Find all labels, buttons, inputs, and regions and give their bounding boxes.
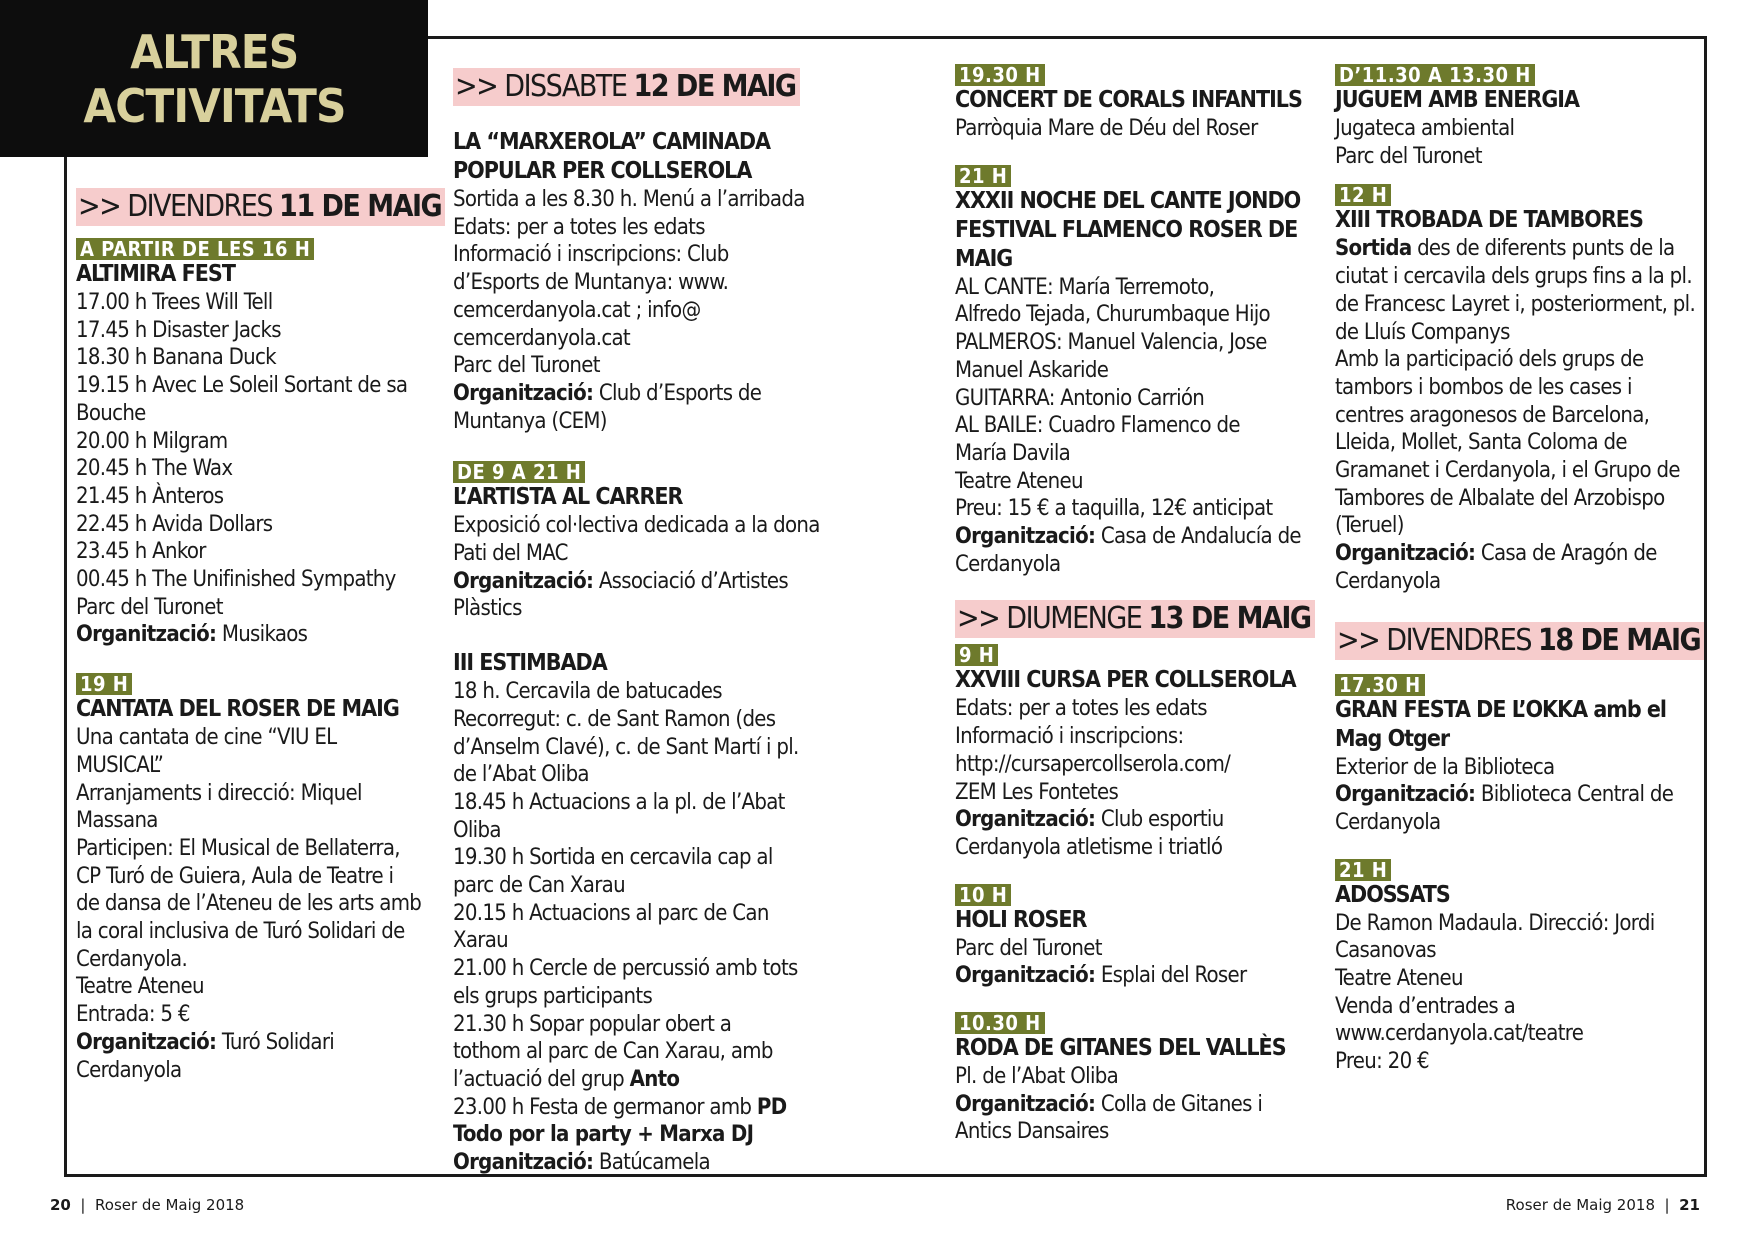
event-block <box>76 673 426 1084</box>
event-line: de Lluís Companys <box>1335 319 1510 345</box>
event-organizer-cont: Cerdanyola atletisme i triatló <box>955 834 1223 860</box>
event-line: Preu: 15 € a taquilla, 12€ anticipat <box>955 496 1273 522</box>
event-line: els grups participants <box>453 983 653 1009</box>
event-title: JUGUEM AMB ENERGIA <box>1335 87 1580 113</box>
column-1 <box>76 188 442 1084</box>
event-line: AL CANTE: María Terremoto, <box>955 274 1215 300</box>
event-time: 10.30 H <box>955 1012 1045 1034</box>
event-line: PALMEROS: Manuel Valencia, Jose <box>955 330 1267 356</box>
event-block <box>955 165 1335 579</box>
event-line: Amb la participació dels grups de <box>1335 347 1644 373</box>
event-line: 19.30 h Sortida en cercavila cap al <box>453 845 773 871</box>
event-line: 18 h. Cercavila de batucades <box>453 679 722 705</box>
event-line: Informació i inscripcions: <box>955 724 1184 750</box>
event-line: tambors i bombos de les cases i <box>1335 374 1632 400</box>
event-block <box>955 644 1335 861</box>
footer-left: 20 | Roser de Maig 2018 <box>50 1196 245 1214</box>
event-line: María Davila <box>955 440 1071 466</box>
event-title: III ESTIMBADA <box>453 650 607 677</box>
event-line: cemcerdanyola.cat ; info@ <box>453 297 701 323</box>
event-organizer: Organització: Musikaos <box>76 622 308 648</box>
event-line: de Francesc Layret i, posteriorment, pl. <box>1335 291 1696 317</box>
event-organizer-cont: Cerdanyola <box>76 1057 182 1083</box>
footer-right: Roser de Maig 2018 | 21 <box>1505 1196 1700 1214</box>
event-line: (Teruel) <box>1335 513 1404 539</box>
event-line: Jugateca ambiental <box>1335 116 1515 141</box>
event-organizer: Organització: Colla de Gitanes i <box>955 1091 1263 1117</box>
event-line: Pl. de l’Abat Oliba <box>955 1064 1119 1090</box>
event-line: Sortida a les 8.30 h. Menú a l’arribada <box>453 187 805 212</box>
event-time: 19 H <box>76 673 132 695</box>
event-block <box>453 128 833 435</box>
event-line: Casanovas <box>1335 938 1436 964</box>
event-title: HOLI ROSER <box>955 906 1087 933</box>
event-block <box>955 884 1335 990</box>
event-line: http://cursapercollserola.com/ <box>955 751 1231 777</box>
event-line: 20.45 h The Wax <box>76 456 233 482</box>
event-time: 21 H <box>955 165 1011 187</box>
event-title: GRAN FESTA DE L’OKKA amb el <box>1335 696 1666 723</box>
event-line: Recorregut: c. de Sant Ramon (des <box>453 706 776 732</box>
day-heading: >> DIVENDRES 11 DE MAIG <box>76 188 445 226</box>
event-line: 21.30 h Sopar popular obert a <box>453 1011 732 1037</box>
event-line: 00.45 h The Unifinished Sympathy <box>76 567 396 593</box>
event-line: Edats: per a totes les edats <box>453 214 705 240</box>
event-block <box>453 461 833 623</box>
event-title: LA “MARXEROLA” CAMINADA <box>453 129 771 155</box>
event-line: Todo por la party + Marxa DJ <box>453 1122 754 1148</box>
event-line: l’actuació del grup Anto <box>453 1066 680 1092</box>
event-title: FESTIVAL FLAMENCO ROSER DE MAIG <box>955 216 1298 272</box>
event-line: Cerdanyola. <box>76 946 188 972</box>
event-line: CP Turó de Guiera, Aula de Teatre i <box>76 863 394 889</box>
event-line: GUITARRA: Antonio Carrión <box>955 385 1205 411</box>
event-line: Massana <box>76 808 158 834</box>
event-time: A PARTIR DE LES 16 H <box>76 238 314 260</box>
section-title-block <box>0 0 428 157</box>
event-block <box>955 64 1335 143</box>
event-line: 23.00 h Festa de germanor amb PD <box>453 1094 787 1120</box>
event-line: Tambores de Albalate del Arzobispo <box>1335 485 1665 511</box>
event-line: AL BAILE: Cuadro Flamenco de <box>955 413 1240 439</box>
event-line: De Ramon Madaula. Direcció: Jordi <box>1335 910 1655 936</box>
event-organizer: Organització: Casa de Andalucía de <box>955 524 1301 550</box>
event-title: XXVIII CURSA PER COLLSEROLA <box>955 667 1296 694</box>
event-line: Preu: 20 € <box>1335 1049 1429 1075</box>
event-line: centres aragonesos de Barcelona, <box>1335 402 1650 428</box>
day-heading: >> DISSABTE 12 DE MAIG <box>453 68 800 106</box>
event-organizer-cont: Cerdanyola <box>955 551 1061 577</box>
event-line: Parc del Turonet <box>955 935 1102 961</box>
event-line: Una cantata de cine “VIU EL <box>76 725 337 751</box>
event-line: Teatre Ateneu <box>955 468 1083 494</box>
event-line: 17.45 h Disaster Jacks <box>76 317 281 343</box>
event-line: Manuel Askaride <box>955 357 1109 383</box>
event-line: Parc del Turonet <box>453 353 600 379</box>
event-organizer-cont: Muntanya (CEM) <box>453 408 607 434</box>
event-line: de l’Abat Oliba <box>453 762 589 788</box>
event-line: Gramanet i Cerdanyola, i el Grupo de <box>1335 458 1680 484</box>
event-block <box>955 1012 1335 1146</box>
event-line: Pati del MAC <box>453 541 568 567</box>
event-title: CONCERT DE CORALS INFANTILS <box>955 87 1302 113</box>
event-organizer-cont: Antics Dansaires <box>955 1119 1109 1145</box>
event-line: 17.00 h Trees Will Tell <box>76 290 273 315</box>
event-time: 17.30 H <box>1335 674 1425 696</box>
event-title: ALTIMIRA FEST <box>76 261 235 287</box>
event-line: Entrada: 5 € <box>76 1002 190 1028</box>
event-line: Venda d’entrades a <box>1335 993 1516 1019</box>
event-title: L’ARTISTA AL CARRER <box>453 484 683 511</box>
day-heading: >> DIUMENGE 13 DE MAIG <box>955 600 1315 638</box>
event-title: POPULAR PER COLLSEROLA <box>453 158 752 184</box>
event-line: Bouche <box>76 400 146 426</box>
event-organizer: Organització: Casa de Aragón de <box>1335 541 1657 567</box>
section-title-line1: ALTRES <box>129 24 299 79</box>
event-line: 22.45 h Avida Dollars <box>76 511 273 537</box>
event-line: d’Esports de Muntanya: www. <box>453 270 729 296</box>
event-title: CANTATA DEL ROSER DE MAIG <box>76 696 399 723</box>
event-line: Arranjaments i direcció: Miquel <box>76 780 362 806</box>
event-time: 9 H <box>955 644 998 666</box>
event-time: D’11.30 A 13.30 H <box>1335 64 1535 86</box>
event-line: Informació i inscripcions: Club <box>453 242 729 268</box>
event-line: 21.45 h Ànteros <box>76 483 224 509</box>
event-time: 21 H <box>1335 859 1391 881</box>
event-line: la coral inclusiva de Turó Solidari de <box>76 919 405 945</box>
event-line: Exterior de la Biblioteca <box>1335 754 1555 780</box>
column-2 <box>453 68 833 1177</box>
event-line: 19.15 h Avec Le Soleil Sortant de sa <box>76 373 408 399</box>
event-block <box>1335 859 1705 1076</box>
event-line: 21.00 h Cercle de percussió amb tots <box>453 956 798 982</box>
event-organizer: Organització: Esplai del Roser <box>955 963 1247 989</box>
event-line: Sortida des de diferents punts de la <box>1335 236 1675 262</box>
event-time: DE 9 A 21 H <box>453 461 585 483</box>
event-line: cemcerdanyola.cat <box>453 325 630 351</box>
event-line: d’Anselm Clavé), c. de Sant Martí i pl. <box>453 734 799 760</box>
event-line: tothom al parc de Can Xarau, amb <box>453 1039 773 1065</box>
event-line: 18.30 h Banana Duck <box>76 345 276 371</box>
event-line: parc de Can Xarau <box>453 873 625 899</box>
section-title-line2: ACTIVITATS <box>82 78 346 133</box>
event-line: www.cerdanyola.cat/teatre <box>1335 1021 1584 1047</box>
event-block <box>76 238 426 649</box>
column-3 <box>955 64 1335 1146</box>
event-line: ZEM Les Fontetes <box>955 779 1119 805</box>
event-organizer-cont: Cerdanyola <box>1335 568 1441 594</box>
event-organizer: Organització: Associació d’Artistes <box>453 568 789 594</box>
event-line: Parc del Turonet <box>1335 143 1482 169</box>
event-block <box>1335 64 1705 170</box>
event-title: Mag Otger <box>1335 725 1450 752</box>
event-time: 10 H <box>955 884 1011 906</box>
event-title: XXXII NOCHE DEL CANTE JONDO <box>955 187 1301 214</box>
event-line: Edats: per a totes les edats <box>955 696 1207 722</box>
event-line: ciutat i cercavila dels grups fins a la pl. <box>1335 264 1692 290</box>
event-block <box>1335 674 1705 837</box>
event-line: 23.45 h Ankor <box>76 539 206 565</box>
event-title: ADOSSATS <box>1335 881 1450 908</box>
day-heading: >> DIVENDRES 18 DE MAIG <box>1335 622 1704 660</box>
event-line: 20.15 h Actuacions al parc de Can <box>453 900 769 926</box>
event-block <box>453 649 833 1177</box>
event-organizer: Organització: Club d’Esports de <box>453 380 762 406</box>
column-4 <box>1335 64 1705 1076</box>
event-line: Exposició col·lectiva dedicada a la dona <box>453 513 820 539</box>
event-block <box>1335 184 1705 595</box>
event-line: Participen: El Musical de Bellaterra, <box>76 835 400 861</box>
event-line: de dansa de l’Ateneu de les arts amb <box>76 891 422 917</box>
event-line: Teatre Ateneu <box>76 974 204 1000</box>
event-organizer: Organització: Turó Solidari <box>76 1029 335 1055</box>
event-line: Parc del Turonet <box>76 594 223 620</box>
event-organizer: Organització: Biblioteca Central de <box>1335 782 1674 808</box>
event-organizer-cont: Cerdanyola <box>1335 809 1441 835</box>
event-time: 12 H <box>1335 184 1391 206</box>
event-line: 20.00 h Milgram <box>76 428 228 454</box>
event-organizer-cont: Plàstics <box>453 596 522 622</box>
event-organizer: Organització: Batúcamela <box>453 1150 710 1176</box>
event-line: Parròquia Mare de Déu del Roser <box>955 116 1258 141</box>
event-organizer: Organització: Club esportiu <box>955 807 1224 833</box>
event-line: Xarau <box>453 928 508 954</box>
event-line: 18.45 h Actuacions a la pl. de l’Abat Oliba <box>453 789 785 843</box>
event-line: MUSICAL” <box>76 752 164 778</box>
event-title: RODA DE GITANES DEL VALLÈS <box>955 1035 1286 1062</box>
event-time: 19.30 H <box>955 64 1045 86</box>
event-line: Teatre Ateneu <box>1335 966 1463 992</box>
event-line: Lleida, Mollet, Santa Coloma de <box>1335 430 1627 456</box>
event-line: Alfredo Tejada, Churumbaque Hijo <box>955 302 1270 328</box>
event-title: XIII TROBADA DE TAMBORES <box>1335 207 1643 234</box>
